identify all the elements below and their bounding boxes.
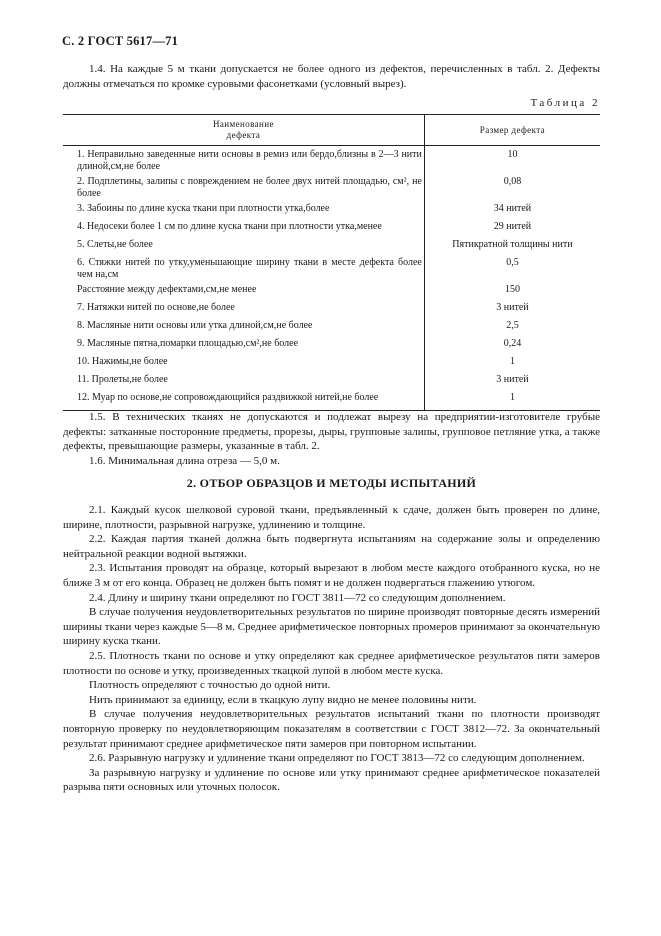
defect-name: 11. Пролеты,не более xyxy=(77,374,168,385)
defect-name: 1. Неправильно заведенные нити основы в ремиз или бердо,близны в 2—3 нити длиной,см,не более xyxy=(77,149,422,172)
paragraph-2-3: 2.3. Испытания проводят на образце, который вырезают в любом месте каждого отобранного куска, но не ближе 3 м от его конца. Образец не должен быть помят и не должен подвергаться глажению утюгом. xyxy=(63,562,600,589)
defect-size: 1 xyxy=(424,389,600,411)
defect-size: 0,24 xyxy=(424,335,600,353)
table-row xyxy=(63,299,600,317)
defect-name: 2. Подплетины, залипы с повреждением не более двух нитей площадью, см², не более xyxy=(77,176,422,199)
defect-size: 29 нитей xyxy=(424,218,600,236)
table-row xyxy=(63,317,600,335)
paragraph-1-4: 1.4. На каждые 5 м ткани допускается не более одного из дефектов, перечисленных в табл. 2. Дефекты должны отмечаться по кромке суровыми фасонетками (условный вырез). xyxy=(63,63,600,90)
defect-size: 1 xyxy=(424,353,600,371)
paragraph-density-retest: В случае получения неудовлетворительных результатов испытаний ткани по плотности производят повторную проверку по неудовлетворяющим показателям в соответствии с ГОСТ 3812—72. За окончательный результат принимают среднее арифметическое пяти замеров при повторном испытании. xyxy=(63,708,600,750)
section-title: 2. ОТБОР ОБРАЗЦОВ И МЕТОДЫ ИСПЫТАНИЙ xyxy=(186,476,477,490)
defect-size: 2,5 xyxy=(424,317,600,335)
table-row xyxy=(63,371,600,389)
defect-size: 10 xyxy=(424,146,600,174)
page-header: С. 2 ГОСТ 5617—71 xyxy=(62,34,179,48)
paragraph-1-5: 1.5. В технических тканях не допускаются и подлежат вырезу на предприятии-изготовителе грубые дефекты: затканные посторонние предметы, прорезы, дыры, групповые залипы, групповое петляние утка, а также дефекты, превышающие размеры, указанные в табл. 2. xyxy=(63,411,600,453)
paragraph-2-2: 2.2. Каждая партия тканей должна быть подвергнута испытаниям на содержание золы и определению нейтральной реакции водной вытяжки. xyxy=(63,533,600,560)
table-row xyxy=(63,353,600,371)
defects-table xyxy=(63,114,600,411)
paragraph-2-6: 2.6. Разрывную нагрузку и удлинение ткани определяют по ГОСТ 3813—72 со следующим дополнением. xyxy=(89,752,585,765)
defect-name: 4. Недосеки более 1 см по длине куска ткани при плотности утка,менее xyxy=(77,221,382,232)
paragraph-2-4: 2.4. Длину и ширину ткани определяют по ГОСТ 3811—72 со следующим дополнением. xyxy=(89,591,506,604)
defect-name: 6. Стяжки нитей по утку,уменьшающие ширину ткани в месте дефекта более чем на,см xyxy=(77,257,422,280)
defect-name: 3. Забоины по длине куска ткани при плотности утка,более xyxy=(77,203,330,214)
column-header-name: Наименование дефекта xyxy=(63,115,424,146)
defect-name: 12. Муар по основе,не сопровождающийся раздвижкой нитей,не более xyxy=(63,389,424,411)
column-header-size: Размер дефекта xyxy=(424,115,600,146)
paragraph-tensile-average: За разрывную нагрузку и удлинение по основе или утку принимают среднее арифметическое показателей разрыва пяти основных или уточных полосок. xyxy=(63,766,600,794)
table-header-row xyxy=(63,115,600,146)
defect-size: 3 нитей xyxy=(424,371,600,389)
paragraph-1-6: 1.6. Минимальная длина отреза — 5,0 м. xyxy=(89,454,280,467)
paragraph-thread-unit: Нить принимают за единицу, если в ткацкую лупу видно не менее половины нити. xyxy=(89,693,477,706)
table-row xyxy=(63,200,600,218)
table-row xyxy=(63,281,600,299)
table-row xyxy=(63,218,600,236)
defect-name: 7. Натяжки нитей по основе,не более xyxy=(77,302,235,313)
defect-size: 34 нитей xyxy=(424,200,600,218)
defect-name: 5. Слеты,не более xyxy=(77,239,153,250)
defect-name: 9. Масляные пятна,помарки площадью,см²,не более xyxy=(77,338,299,349)
paragraph-density-precision: Плотность определяют с точностью до одной нити. xyxy=(89,679,331,692)
defect-size: 150 xyxy=(424,281,600,299)
table-row xyxy=(63,254,600,281)
defect-size: 3 нитей xyxy=(424,299,600,317)
table-caption: Таблица 2 xyxy=(530,97,600,109)
defect-size: 0,5 xyxy=(424,254,600,281)
defect-size: Пятикратной толщины нити xyxy=(424,236,600,254)
defect-name: 10. Нажимы,не более xyxy=(77,356,168,367)
after-table-block xyxy=(63,410,600,468)
table-row xyxy=(63,173,600,200)
table-row xyxy=(63,389,600,411)
defect-name: Расстояние между дефектами,см,не менее xyxy=(77,284,257,295)
table-row xyxy=(63,146,600,174)
defect-name: 8. Масляные нити основы или утка длиной,см,не более xyxy=(77,320,313,331)
defect-size: 0,08 xyxy=(424,173,600,200)
intro-block xyxy=(63,62,600,91)
paragraph-2-5: 2.5. Плотность ткани по основе и утку определяют как среднее арифметическое результатов пяти замеров плотности по основе и утку, произведенных ткацкой лупой в любом месте куска. xyxy=(63,649,600,677)
table-row xyxy=(63,335,600,353)
paragraph-2-4-addendum: В случае получения неудовлетворительных результатов по ширине производят повторные десять измерений ширины ткани через каждые 5—8 м. Среднее арифметическое повторных промеров принимают за окончательную ширину куска ткани. xyxy=(63,606,600,648)
table-row xyxy=(63,236,600,254)
section2-body xyxy=(63,503,600,795)
paragraph-2-1: 2.1. Каждый кусок шелковой суровой ткани, предъявленный к сдаче, должен быть проверен по длине, ширине, плотности, разрывной нагрузке, удлинению и толщине. xyxy=(63,504,600,531)
